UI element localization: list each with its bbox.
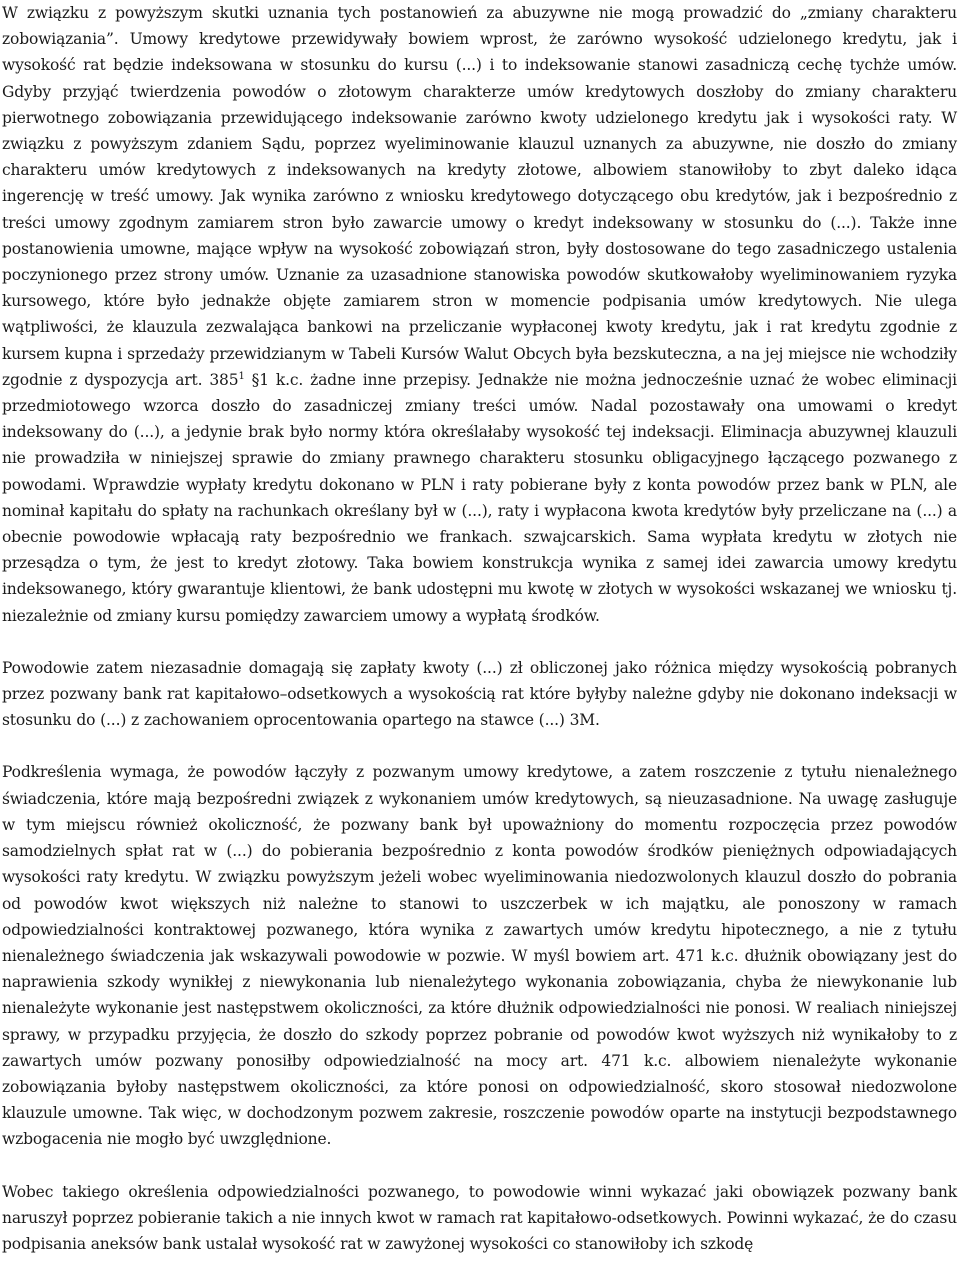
paragraph: [2, 759, 957, 1152]
paragraph: [2, 1179, 957, 1258]
paragraph-text: Podkreślenia wymaga, że powodów łączyły z pozwanym umowy kredytowe, a zatem roszczenie z tytułu nienależnego świadczenia, które mają bezpośredni związek z wykonaniem umów kredytowych, są nieuzasadnione. Na uwagę zasługuje w tym miejscu również okoliczność, że pozwany bank był upoważniony do momentu rozpoczęcia przez powodów samodzielnych spłat rat w (...) do pobierania bezpośrednio z konta powodów środków pieniężnych odpowiadających wysokości raty kredytu. W związku powyższym jeżeli wobec wyeliminowania niedozwolonych klauzul doszło do pobrania od powodów kwot większych niż należne to stanowi to uszczerbek w ich majątku, ale ponoszony w ramach odpowiedzialności kontraktowej pozwanego, która wynika z zawartych umów kredytu hipotecznego, a nie z tytułu nienależnego świadczenia jak wskazywali powodowie w pozwie. W myśl bowiem art. 471 k.c. dłużnik obowiązany jest do naprawienia szkody wynikłej z niewykonania lub nienależytego wykonania zobowiązania, chyba że niewykonanie lub nienależyte wykonanie jest następstwem okoliczności, za które dłużnik odpowiedzialności nie ponosi. W realiach niniejszej sprawy, w przypadku przyjęcia, że doszło do szkody poprzez pobranie od powodów kwot wyższych niż wynikałoby to z zawartych umów pozwany ponosiłby odpowiedzialność na mocy art. 471 k.c. albowiem nienależyte wykonanie zobowiązania byłoby następstwem okoliczności, za które ponosi on odpowiedzialność, skoro stosował niedozwolone klauzule umowne. Tak więc, w dochodzonym pozwem zakresie, roszczenie powodów oparte na instytucji bezpodstawnego wzbogacenia nie mogło być uwzględnione.: [2, 763, 957, 1149]
superscript: 1: [238, 370, 245, 382]
paragraph: [2, 655, 957, 734]
paragraph-text: Wobec takiego określenia odpowiedzialności pozwanego, to powodowie winni wykazać jaki obowiązek pozwany bank naruszył poprzez pobieranie takich a nie innych kwot w ramach rat kapitałowo-odsetkowych. Powinni wykazać, że do czasu podpisania aneksów bank ustalał wysokość rat w zawyżonej wysokości co stanowiłoby ich szkodę: [2, 1182, 957, 1253]
paragraph-text: §1 k.c. żadne inne przepisy. Jednakże nie można jednocześnie uznać że wobec eliminacji przedmiotowego wzorca doszło do zasadniczej zmiany treści umów. Nadal pozostawały ona umowami o kredyt indeksowany do (...), a jedynie brak było normy która określałaby wysokość tej indeksacji. Eliminacja abuzywnej klauzuli nie prowadziła w niniejszej sprawie do zmiany prawnego charakteru stosunku obligacyjnego łączącego pozwanego z powodami. Wprawdzie wypłaty kredytu dokonano w PLN i raty pobierane były z konta powodów przez bank w PLN, ale nominał kapitału do spłaty na rachunkach określany był w (...), raty i wypłacona kwota kredytów były przeliczane na (...) a obecnie powodowie wpłacają raty bezpośrednio we frankach. szwajcarskich. Sama wypłata kredytu w złotych nie przesądza o tym, że jest to kredyt złotowy. Taka bowiem konstrukcja wynika z samej idei zawarcia umowy kredytu indeksowanego, który gwarantuje klientowi, że bank udostępni mu kwotę w złotych w wysokości wskazanej we wniosku tj. niezależnie od zmiany kursu pomiędzy zawarciem umowy a wypłatą środków.: [2, 370, 957, 625]
paragraph: [2, 0, 957, 629]
paragraph-text: Powodowie zatem niezasadnie domagają się zapłaty kwoty (...) zł obliczonej jako różnica między wysokością pobranych przez pozwany bank rat kapitałowo–odsetkowych a wysokością rat które byłyby należne gdyby nie dokonano indeksacji w stosunku do (...) z zachowaniem oprocentowania opartego na stawce (...) 3M.: [2, 658, 957, 730]
document-page: [2, 0, 957, 1257]
paragraph-text: W związku z powyższym skutki uznania tych postanowień za abuzywne nie mogą prowadzić do „zmiany charakteru zobowiązania”. Umowy kredytowe przewidywały bowiem wprost, że zarówno wysokość udzielonego kredytu, jak i wysokość rat będzie indeksowana w stosunku do kursu (...) i to indeksowanie stanowi zasadniczą cechę tychże umów. Gdyby przyjąć twierdzenia powodów o złotowym charakterze umów kredytowych doszłoby do zmiany charakteru pierwotnego zobowiązania przewidującego indeksowanie zarówno kwoty udzielonego kredytu jak i wysokości raty. W związku z powyższym zdaniem Sądu, poprzez wyeliminowanie klauzul uznanych za abuzywne, nie doszło do zmiany charakteru umów kredytowych z indeksowanych na kredyty złotowe, albowiem stanowiłoby to zbyt daleko idąca ingerencję w treść umowy. Jak wynika zarówno z wniosku kredytowego dotyczącego obu kredytów, jak i bezpośrednio z treści umowy zgodnym zamiarem stron było zawarcie umowy o kredyt indeksowany w stosunku do (...). Także inne postanowienia umowne, mające wpływ na wysokość zobowiązań stron, były dostosowane do tego zasadniczego ustalenia poczynionego przez strony umów. Uznanie za uzasadnione stanowiska powodów skutkowałoby wyeliminowaniem ryzyka kursowego, które było jednakże objęte zamiarem stron w momencie podpisania umów kredytowych. Nie ulega wątpliwości, że klauzula zezwalająca bankowi na przeliczanie wypłaconej kwoty kredytu, jak i rat kredytu zgodnie z kursem kupna i sprzedaży przewidzianym w Tabeli Kursów Walut Obcych była bezskuteczna, a na jej miejsce nie wchodziły zgodnie z dyspozycja art. 385: [2, 4, 957, 389]
